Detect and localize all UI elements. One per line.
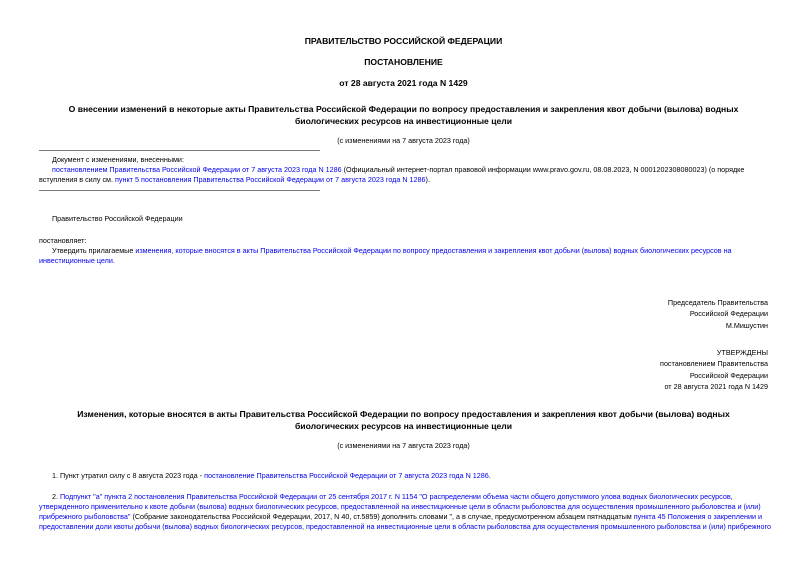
changes-line1: [52, 165, 767, 174]
approved-by: постановлением Правительства: [660, 359, 768, 369]
item-1-link[interactable]: постановление Правительства Российской Федерации от 7 августа 2023 года N 1286: [204, 471, 489, 480]
approve-line2: [39, 256, 115, 265]
item-2-link-cont[interactable]: утвержденного применительно к квоте добычи (вылова) водных биологических ресурсов, предоставленной на инвестиционные цели в области рыболовства для осуществления промышленного рыболовства и (или): [39, 502, 761, 511]
changes-annex-link-cont[interactable]: инвестиционные цели.: [39, 256, 115, 265]
government-heading: ПРАВИТЕЛЬСТВО РОССИЙСКОЙ ФЕДЕРАЦИИ: [304, 36, 503, 46]
divider-top: [39, 150, 320, 151]
divider-bottom: [39, 190, 320, 191]
amendment-note: (с изменениями на 7 августа 2023 года): [337, 136, 470, 145]
signature-title: Председатель Правительства: [667, 298, 768, 307]
approve-text: Утвердить прилагаемые: [52, 246, 136, 255]
effective-date-link[interactable]: пункт 5 постановления Правительства Российской Федерации от 7 августа 2023 года N 1286: [115, 175, 426, 184]
approved-label: УТВЕРЖДЕНЫ: [716, 348, 768, 357]
changes-line2: [39, 175, 430, 184]
document-title-line1: О внесении изменений в некоторые акты Правительства Российской Федерации по вопросу предоставления и закрепления квот добычи (вылова) водных: [68, 104, 739, 114]
changes-title-line1: Изменения, которые вносятся в акты Правительства Российской Федерации по вопросу предоставления и закрепления квот добычи (вылова) водных: [77, 409, 730, 419]
item-1-end: .: [488, 471, 491, 480]
item-1: [52, 471, 491, 480]
approved-date: от 28 августа 2021 года N 1429: [664, 382, 768, 392]
government-line: Правительство Российской Федерации: [52, 214, 183, 223]
document-date-number: от 28 августа 2021 года N 1429: [339, 78, 468, 88]
item-2-link[interactable]: Подпункт "а" пункта 2 постановления Правительства Российской Федерации от 25 сентября 2017 г. N 1154 "О распределении объема части общего допустимого улова водных биологических ресурсов,: [60, 492, 733, 501]
regulation-link-cont[interactable]: предоставлении доли квоты добычи (вылова) водных биологических ресурсов, предоставленной на инвестиционные цели в области рыболовства для осуществления промышленного рыболовства и (или) прибрежного: [39, 522, 771, 531]
item-2-link-end[interactable]: прибрежного рыболовства": [39, 512, 131, 521]
changes-amendment-note: (с изменениями на 7 августа 2023 года): [337, 441, 470, 450]
changes-text2: вступления в силу см.: [39, 175, 115, 184]
item-2-text: (Собрание законодательства Российской Федерации, 2017, N 40, ст.5859) дополнить словами ", а в случае, предусмотренном абзацем пятнадцатым: [130, 512, 634, 521]
amending-act-link[interactable]: постановлением Правительства Российской Федерации от 7 августа 2023 года N 1286: [52, 165, 342, 174]
decides-label: постановляет:: [39, 236, 87, 245]
item-1-text: 1. Пункт утратил силу с 8 августа 2023 года -: [52, 471, 205, 480]
regulation-link[interactable]: пункта 45 Положения о закреплении и: [633, 512, 763, 521]
approved-org: Российской Федерации: [689, 370, 768, 380]
approve-line1: [52, 246, 767, 255]
item-2-line1: [52, 492, 767, 501]
item-2-line3: [39, 512, 767, 521]
signature-name: М.Мишустин: [725, 320, 768, 330]
item-2-line4: [39, 522, 771, 531]
document-title-line2: биологических ресурсов на инвестиционные цели: [294, 116, 513, 126]
item-2-line2: [39, 502, 767, 511]
approved-block: [468, 348, 768, 391]
signature-org: Российской Федерации: [689, 309, 768, 319]
signature-block: [468, 298, 768, 330]
changes-annex-link[interactable]: изменения, которые вносятся в акты Правительства Российской Федерации по вопросу предоставления и закрепления квот добычи (вылова) водных биологических ресурсов на: [135, 246, 732, 255]
changes-title-line2: биологических ресурсов на инвестиционные цели: [294, 421, 513, 431]
document-type: ПОСТАНОВЛЕНИЕ: [364, 57, 443, 67]
changes-intro: Документ с изменениями, внесенными:: [52, 155, 184, 164]
item-2-number: 2.: [52, 492, 60, 501]
changes-text1: (Официальный интернет-портал правовой информации www.pravo.gov.ru, 08.08.2023, N 0001202308080023) (о порядке: [341, 165, 745, 174]
changes-text3: ).: [425, 175, 430, 184]
